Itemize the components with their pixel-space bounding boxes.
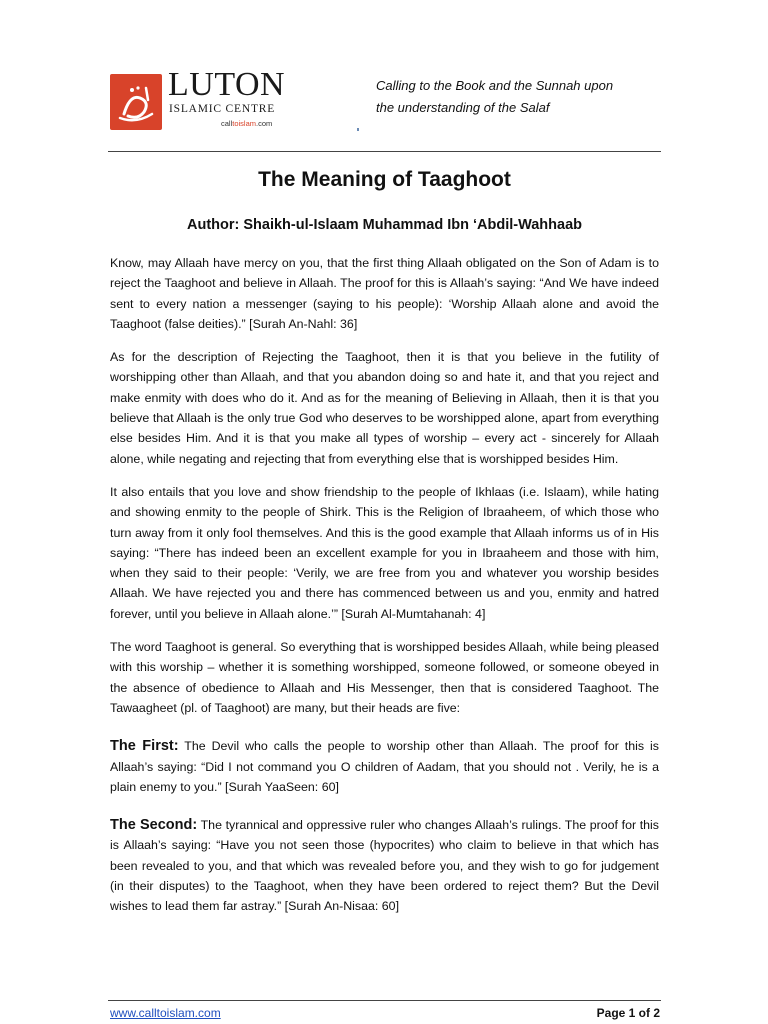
- paragraph-3: It also entails that you love and show friendship to the people of Ikhlaas (i.e. Islaam), while hating and showing enmity to the people of Shirk. This is the Religion of Ibraaheem, of which those who turn away from it only fool themselves. And this is the good example that Allaah informs us of in His saying: “There has indeed been an excellent example for you in Ibraaheem and those with him, when they said to their people: ‘Verily, we are free from you and whatever you worship besides Allaah. We have rejected you and there has commenced between us and you, enmity and hatred forever, until you believe in Allaah alone.’” [Surah Al-Mumtahanah: 4]: [110, 484, 659, 621]
- first-text: The Devil who calls the people to worship other than Allaah. The proof for this is Allaah’s saying: “Did I not command you O children of Aadam, that you should not . Verily, he is a plain enemy to you.” [Surah YaaSeen: 60]: [110, 739, 659, 794]
- logo-title: LUTON: [168, 66, 286, 103]
- header-motto: [376, 75, 613, 119]
- logo-url-accent: toislam: [232, 119, 257, 128]
- paragraph-4: The word Taaghoot is general. So everything that is worshipped besides Allaah, while being pleased with this worship – whether it is something worshipped, someone followed, or someone obeyed in the absence of obedience to Allaah and His Messenger, then that is considered Taaghoot. The Tawaagheet (pl. of Taaghoot) are many, but their heads are five:: [110, 640, 659, 715]
- second-label: The Second:: [110, 817, 198, 834]
- logo-badge-icon: [110, 74, 162, 130]
- document-body: [110, 253, 659, 930]
- luton-islamic-centre-logo: [108, 66, 288, 132]
- logo-url: [221, 119, 272, 128]
- logo-url-suffix: .com: [256, 119, 273, 128]
- page-number: Page 1 of 2: [596, 1006, 660, 1020]
- first-label: The First:: [110, 738, 179, 755]
- footer-divider: [108, 1000, 661, 1001]
- logo-url-prefix: call: [221, 119, 233, 128]
- motto-line-1: Calling to the Book and the Sunnah upon: [376, 78, 614, 93]
- paragraph-1: Know, may Allaah have mercy on you, that the first thing Allaah obligated on the Son of Adam is to reject the Taaghoot and believe in Allaah. The proof for this is Allaah’s saying: “And We have indeed sent to every nation a messenger (saying to his people): ‘Worship Allaah alone and avoid the Taaghoot (false deities).” [Surah An-Nahl: 36]: [110, 256, 659, 331]
- page-header: [108, 66, 661, 152]
- header-divider: [108, 151, 661, 152]
- document-title: The Meaning of Taaghoot: [258, 168, 511, 191]
- paragraph-2: As for the description of Rejecting the Taaghoot, then it is that you believe in the futility of worshipping other than Allaah, and that you abandon doing so and hate it, and that you reject and make enmity with does who do it. And as for the meaning of Believing in Allaah, then it is that you believe that Allaah is the only true God who deserves to be worshipped alone, apart from everything else besides Him. And it is that you make all types of worship – every act - sincerely for Allaah alone, while negating and rejecting that from everything else that is worshipped besides Him.: [110, 350, 659, 466]
- footer-website-link[interactable]: www.calltoislam.com: [110, 1006, 221, 1020]
- document-author: Author: Shaikh-ul-Islaam Muhammad Ibn ‘Abdil-Wahhaab: [186, 217, 582, 233]
- logo-subtitle: ISLAMIC CENTRE: [169, 103, 276, 115]
- small-mark: [357, 128, 359, 131]
- paragraph-first: [110, 736, 659, 797]
- second-text: The tyrannical and oppressive ruler who changes Allaah’s rulings. The proof for this is Allaah’s saying: “Have you not seen those (hypocrites) who claim to believe in that which has been revealed to you, and that which was revealed before you, and they wish to go for judgement (in their disputes) to the Taaghoot, when they have been ordered to reject them? But the Devil wishes to lead them far astray.” [Surah An-Nisaa: 60]: [110, 818, 659, 914]
- motto-line-2: the understanding of the Salaf: [376, 100, 550, 115]
- paragraph-second: [110, 815, 659, 916]
